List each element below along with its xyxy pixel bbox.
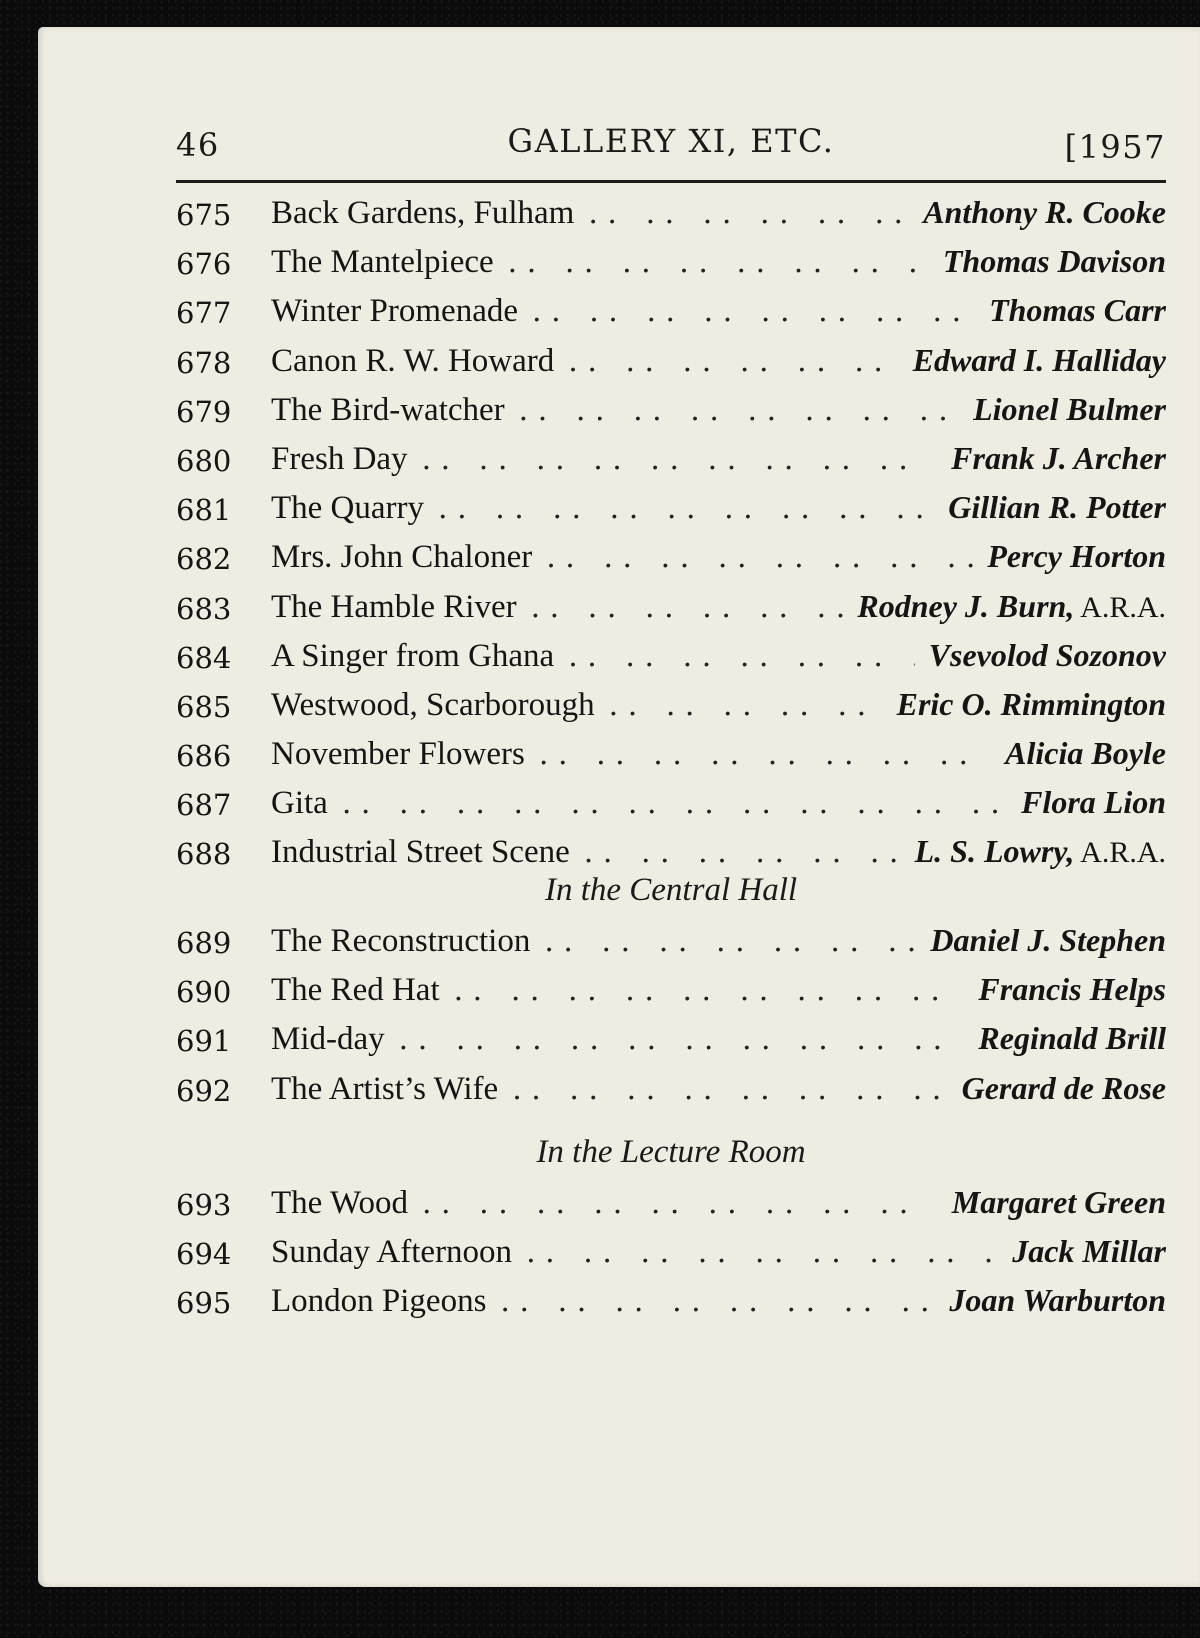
artist-name: Daniel J. Stephen: [930, 922, 1166, 958]
artist-name: Francis Helps: [978, 971, 1166, 1008]
entry-body: [271, 489, 1166, 527]
artist-honour: A.R.A.: [1074, 836, 1166, 870]
section-heading-lecture-room: In the Lecture Room: [536, 1134, 806, 1170]
catalogue-entry: [176, 1278, 1166, 1327]
dot-leader: [531, 590, 844, 625]
entry-number: 691: [176, 1024, 232, 1059]
entry-artist: [989, 292, 1166, 329]
entry-title: Gita: [271, 785, 328, 822]
catalogue-entry: [176, 633, 1166, 682]
artist-name: Anthony R. Cooke: [923, 194, 1166, 230]
entry-number: 688: [176, 837, 232, 872]
artist-name: Thomas Carr: [989, 292, 1166, 329]
entry-artist: [973, 391, 1166, 428]
artist-name: Rodney J. Burn,: [857, 587, 1075, 624]
catalogue-entry: [176, 967, 1166, 1016]
header-rule: [176, 180, 1166, 183]
entry-number: 679: [176, 394, 232, 429]
dot-leader: [609, 688, 883, 723]
artist-name: Thomas Davison: [942, 243, 1166, 280]
dot-leader: [438, 491, 934, 526]
artist-name: Jack Millar: [1012, 1233, 1166, 1270]
artist-name: Percy Horton: [987, 538, 1166, 575]
entry-artist: [951, 440, 1166, 477]
entry-body: [271, 292, 1166, 330]
entry-title: Canon R. W. Howard: [271, 342, 555, 379]
entry-body: [271, 1020, 1166, 1058]
entry-body: [271, 971, 1166, 1009]
entry-artist: [1012, 1233, 1166, 1270]
page-year: [1957: [1064, 128, 1166, 166]
entry-number: 681: [176, 493, 232, 528]
entry-artist: [930, 922, 1166, 959]
dot-leader: [500, 1284, 935, 1319]
entry-artist: [1005, 735, 1166, 772]
entry-title: The Wood: [271, 1185, 408, 1221]
artist-name: Vsevolod Sozonov: [928, 636, 1166, 673]
entry-body: [271, 833, 1166, 871]
dot-leader: [546, 540, 973, 575]
dot-leader: [512, 1072, 947, 1107]
catalogue-entry: [176, 780, 1166, 829]
entry-number: 687: [176, 788, 232, 823]
entry-artist: [978, 971, 1166, 1008]
entry-title: Mrs. John Chaloner: [271, 539, 533, 576]
entry-number: 692: [176, 1073, 232, 1108]
entry-body: [271, 784, 1166, 822]
entry-number: 693: [176, 1188, 232, 1222]
artist-name: Flora Lion: [1021, 784, 1166, 821]
catalogue-entry: [176, 387, 1166, 436]
dot-leader: [454, 973, 965, 1008]
entry-number: 675: [176, 198, 232, 232]
artist-name: L. S. Lowry,: [914, 833, 1075, 870]
page-header: [176, 118, 1166, 168]
entry-title: The Mantelpiece: [271, 244, 494, 281]
dot-leader: [584, 835, 901, 870]
entry-title: Winter Promenade: [271, 293, 519, 330]
entry-number: 677: [176, 296, 232, 331]
entry-artist: [897, 686, 1166, 723]
entry-number: 676: [176, 247, 232, 282]
entry-title: The Bird-watcher: [271, 391, 505, 428]
dot-leader: [399, 1022, 965, 1057]
entry-list-lecture-room: [176, 1180, 1166, 1328]
artist-name: Eric O. Rimmington: [896, 685, 1166, 722]
entry-number: 678: [176, 345, 232, 380]
entry-title: The Artist’s Wife: [271, 1070, 499, 1107]
entry-body: [271, 1184, 1166, 1222]
entry-artist: [949, 1282, 1166, 1319]
entry-number: 694: [176, 1237, 232, 1272]
entry-title: The Red Hat: [271, 972, 440, 1009]
dot-leader: [422, 442, 938, 477]
entry-title: The Quarry: [271, 490, 425, 527]
catalogue-entry: [176, 682, 1166, 731]
entry-body: [271, 1282, 1166, 1320]
entry-number: 683: [176, 591, 232, 626]
entry-title: London Pigeons: [271, 1283, 487, 1320]
entry-list-central-hall: [176, 918, 1166, 1115]
artist-name: Edward I. Halliday: [912, 341, 1166, 378]
entry-artist: [913, 342, 1166, 379]
entry-list-gallery: [176, 190, 1166, 879]
entry-artist: [978, 1020, 1166, 1057]
catalogue-entry: [176, 239, 1166, 288]
artist-name: Margaret Green: [951, 1184, 1166, 1220]
entry-body: [271, 637, 1166, 675]
entry-title: The Hamble River: [271, 588, 517, 625]
catalogue-entry: [176, 485, 1166, 534]
entry-artist: [923, 194, 1166, 231]
entry-body: [271, 538, 1166, 576]
artist-name: Frank J. Archer: [951, 439, 1166, 476]
artist-name: Gillian R. Potter: [948, 489, 1166, 526]
entry-number: 689: [176, 926, 232, 960]
entry-artist: [857, 588, 1166, 625]
dot-leader: [526, 1235, 998, 1270]
entry-body: [271, 922, 1166, 960]
entry-artist: [929, 637, 1166, 674]
artist-name: Joan Warburton: [949, 1282, 1166, 1319]
catalogue-entry: [176, 338, 1166, 387]
entry-artist: [948, 489, 1166, 526]
catalogue-entry: [176, 190, 1166, 239]
dot-leader: [544, 924, 916, 959]
entry-body: [271, 1070, 1166, 1108]
artist-honour: A.R.A.: [1074, 590, 1166, 624]
entry-title: November Flowers: [271, 736, 525, 773]
dot-leader: [422, 1186, 938, 1221]
dot-leader: [588, 196, 909, 231]
artist-name: Reginald Brill: [978, 1020, 1166, 1057]
dot-leader: [508, 245, 929, 280]
catalogue-entry: [176, 436, 1166, 485]
entry-artist: [915, 833, 1166, 870]
dot-leader: [568, 639, 914, 674]
entry-artist: [962, 1070, 1166, 1107]
catalogue-entry: [176, 918, 1166, 967]
entry-title: Back Gardens, Fulham: [271, 195, 575, 231]
entry-title: Westwood, Scarborough: [271, 686, 595, 723]
entry-title: Fresh Day: [271, 440, 408, 477]
entry-number: 686: [176, 739, 232, 774]
entry-title: A Singer from Ghana: [271, 637, 555, 674]
section-heading-central-hall: In the Central Hall: [544, 872, 798, 908]
catalogue-entry: [176, 1180, 1166, 1229]
entry-body: [271, 440, 1166, 478]
page-title: GALLERY XI, ETC.: [507, 122, 835, 160]
dot-leader: [519, 393, 959, 428]
entry-body: [271, 391, 1166, 429]
entry-body: [271, 1233, 1166, 1271]
entry-title: Industrial Street Scene: [271, 834, 570, 871]
dot-leader: [568, 344, 898, 379]
entry-number: 695: [176, 1286, 232, 1321]
entry-artist: [987, 538, 1166, 575]
entry-number: 685: [176, 689, 232, 724]
catalogue-entry: [176, 534, 1166, 583]
entry-body: [271, 342, 1166, 380]
catalogue-entry: [176, 731, 1166, 780]
entry-artist: [943, 243, 1166, 280]
entry-body: [271, 194, 1166, 232]
entry-number: 690: [176, 975, 232, 1010]
entry-body: [271, 243, 1166, 281]
catalogue-entry: [176, 584, 1166, 633]
artist-name: Alicia Boyle: [1005, 735, 1166, 772]
catalogue-entry: [176, 1229, 1166, 1278]
catalogue-entry: [176, 1066, 1166, 1115]
entry-artist: [1021, 784, 1166, 821]
artist-name: Lionel Bulmer: [973, 390, 1166, 427]
catalogue-entry: [176, 1016, 1166, 1065]
dot-leader: [342, 786, 1007, 821]
entry-title: Sunday Afternoon: [271, 1234, 513, 1271]
entry-number: 682: [176, 542, 232, 577]
entry-body: [271, 735, 1166, 773]
entry-number: 684: [176, 640, 232, 675]
entry-body: [271, 686, 1166, 724]
catalogue-entry: [176, 288, 1166, 337]
entry-number: 680: [176, 443, 232, 478]
page-number: 46: [176, 126, 220, 164]
dot-leader: [532, 294, 975, 329]
entry-body: [271, 588, 1166, 626]
artist-name: Gerard de Rose: [961, 1069, 1166, 1106]
dot-leader: [539, 737, 991, 772]
entry-artist: [952, 1184, 1166, 1221]
entry-title: Mid-day: [271, 1021, 385, 1058]
entry-title: The Reconstruction: [271, 923, 531, 959]
